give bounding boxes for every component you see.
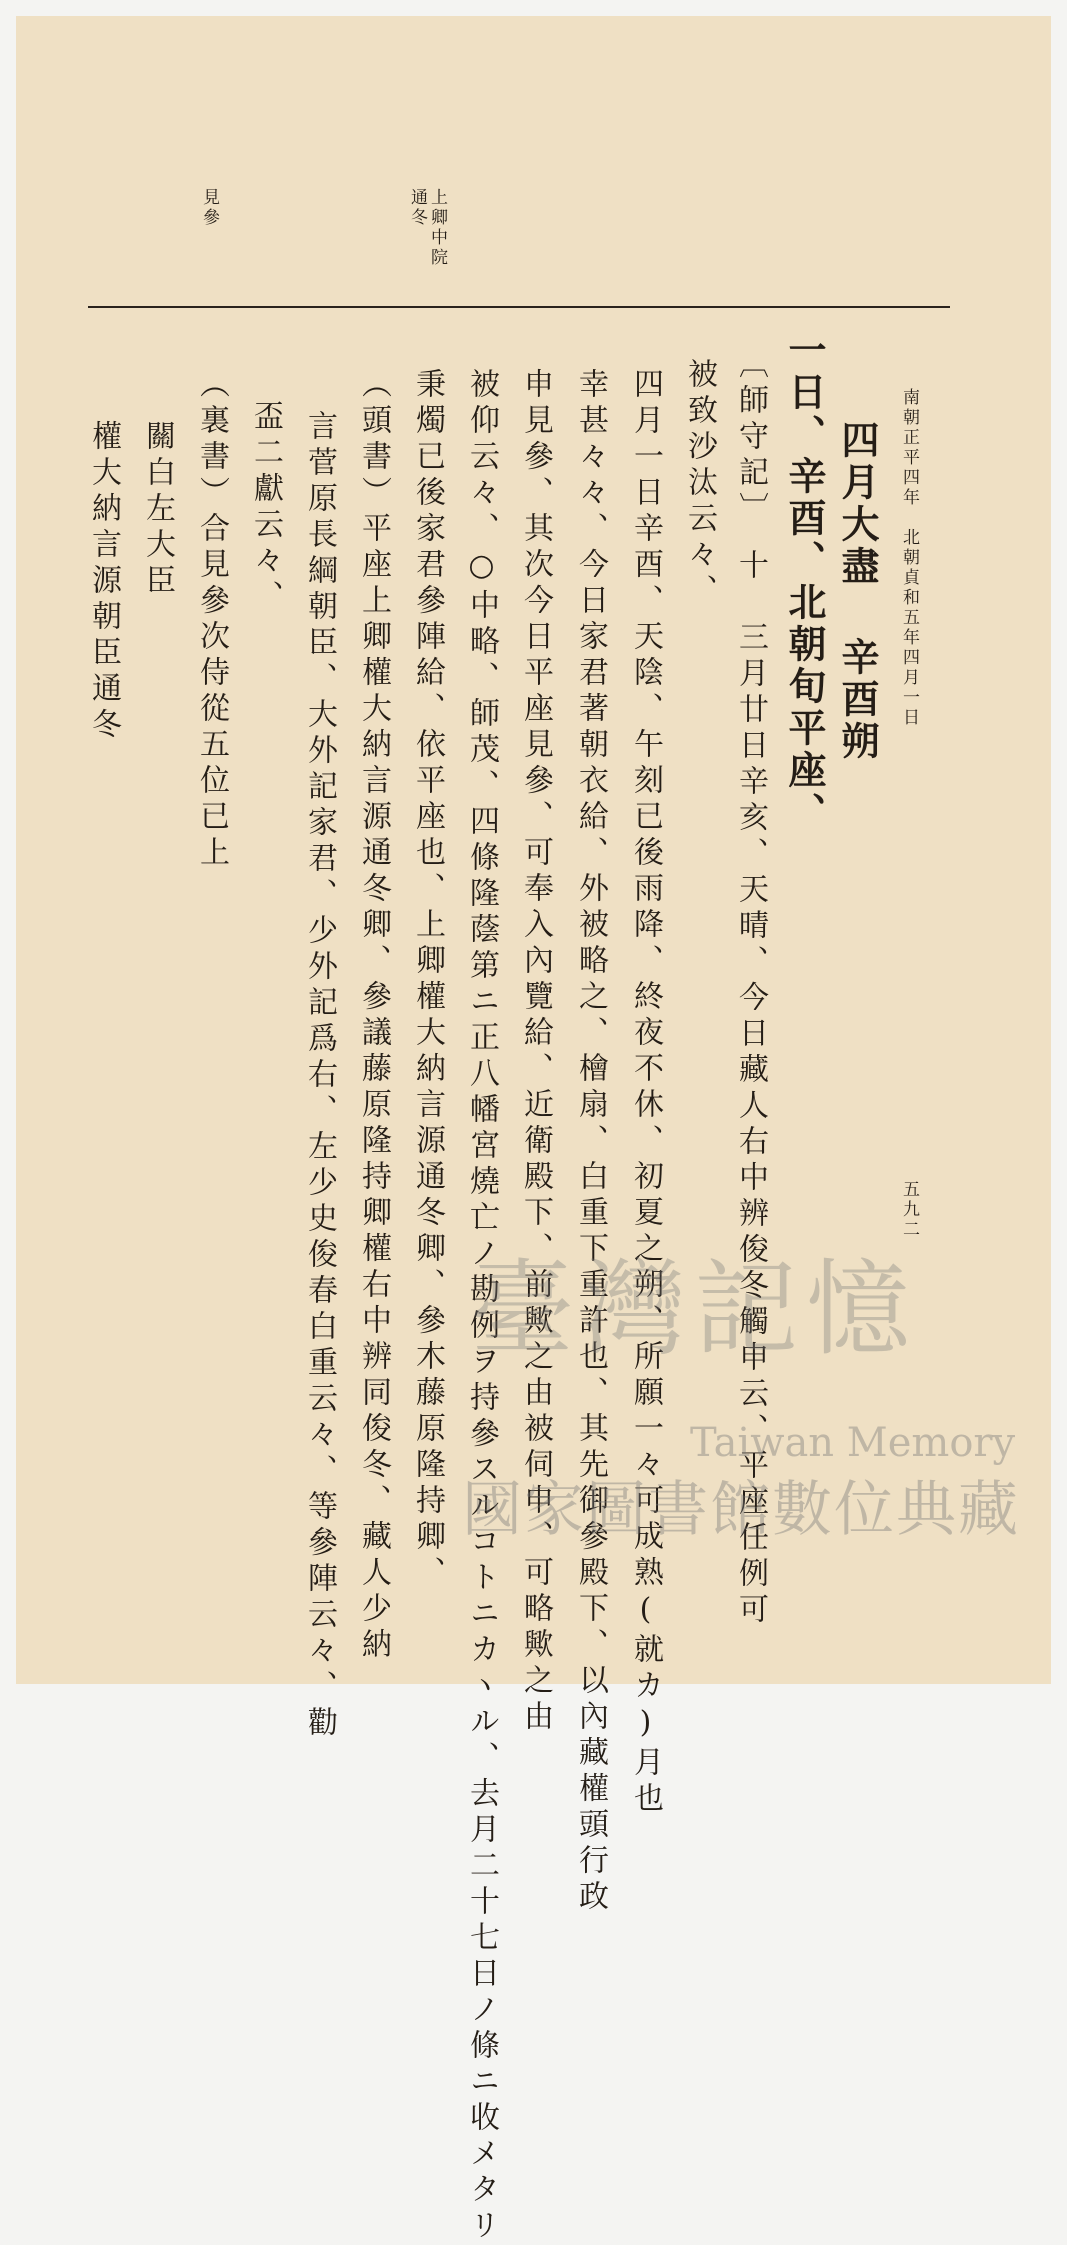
text-column: 權大納言源朝臣通冬	[86, 420, 121, 744]
upper-note-kenzan: 見參	[199, 188, 219, 228]
upper-note-michifuyu: 通冬	[407, 188, 427, 228]
watermark-en: Taiwan Memory	[690, 1420, 1016, 1466]
upper-note-kami: 上卿中院	[427, 188, 447, 268]
text-column: （裏書）合見參次侍從五位已上	[194, 368, 229, 872]
text-column: 〔師守記〕 十 三月廿日辛亥、天晴、今日藏人右中辨俊冬觸申云、平座任例可	[733, 348, 768, 1629]
watermark-library: 國家圖書館數位典藏	[462, 1475, 1020, 1545]
entry-heading: 一日、辛酉、北朝旬平座、	[782, 330, 827, 834]
text-column: （頭書）平座上卿權大納言源通冬卿、參議藤原隆持卿權右中辨同俊冬、藏人少納	[356, 368, 391, 1664]
text-column: 關白左大臣	[140, 420, 175, 600]
text-column: 秉燭已後家君參陣給、依平座也、上卿權大納言源通冬卿、參木藤原隆持卿、	[410, 368, 445, 1592]
text-column: 申見參、其次今日平座見參、可奉入內覽給、近衛殿下、前歟之由被伺申、可略歟之由	[518, 368, 553, 1736]
text-column: 言菅原長綱朝臣、大外記家君、少外記爲右、左少史俊春白重云々、等參陣云々、勸	[302, 410, 337, 1742]
month-heading: 四月大盡 辛酉朔	[835, 420, 880, 763]
text-column: 幸甚々々、今日家君著朝衣給、外被略之、檜扇、白重下重許也、其先御參殿下、以內藏權頭行政	[573, 368, 608, 1916]
running-title: 南朝正平四年 北朝貞和五年四月一日	[899, 388, 919, 728]
horizontal-rule	[88, 306, 950, 308]
text-column: 四月一日辛酉、天陰、午刻已後雨降、終夜不休、初夏之朔、所願一々可成熟(就カ)月也	[628, 368, 663, 1818]
text-column: 被致沙汰云々、	[682, 358, 717, 610]
page-number: 五九二	[899, 1180, 919, 1240]
text-column: 盃二獻云々、	[248, 400, 283, 616]
watermark-cn: 臺灣記憶	[470, 1248, 919, 1370]
text-column: 被仰云々、○中略、師茂、四條隆蔭第ニ正八幡宮燒亡ノ勘例ヲ持參スルコトニカヽル、去月二十七日ノ條ニ收メタリ	[464, 368, 499, 2245]
